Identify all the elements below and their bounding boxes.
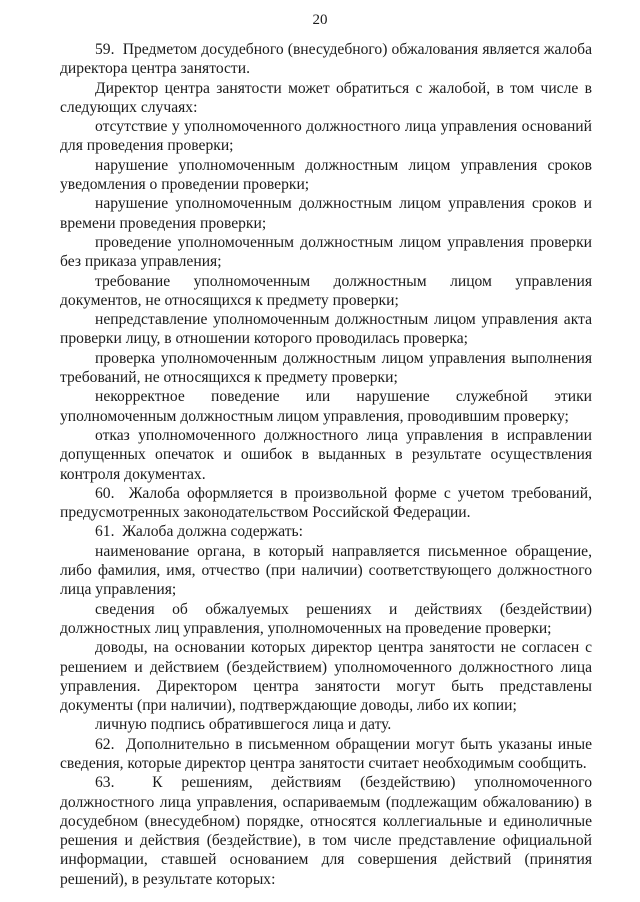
paragraph-complaint-cases-intro: Директор центра занятости может обратиться с жалобой, в том числе в следующих случаях: [60, 79, 592, 116]
list-item: требование уполномоченным должностным лицом управления документов, не относящихся к предмету проверки; [60, 272, 592, 309]
paragraph-62: 62. Дополнительно в письменном обращении могут быть указаны иные сведения, которые директор центра занятости считает необходимым сообщить. [60, 735, 592, 772]
page-number: 20 [312, 12, 328, 28]
paragraph-63: 63. К решениям, действиям (бездействию) уполномоченного должностного лица управления, оспариваемым (подлежащим обжалованию) в досудебном (внесудебном) порядке, относятся коллегиальные и единоличные решения и действия (бездействие), в том числе представление официальной информации, ставшей основанием для совершения действий (принятия решений), в результате которых: [60, 774, 592, 888]
list-item: проверка уполномоченным должностным лицом управления выполнения требований, не относящихся к предмету проверки; [60, 349, 592, 387]
list-item: доводы, на основании которых директор центра занятости не согласен с решением и действием (бездействием) уполномоченного должностного лица управления. Директором центра занятости могут быть представлены документы (при наличии), подтверждающие доводы, либо их копии; [60, 639, 592, 715]
list-item: нарушение уполномоченным должностным лицом управления сроков и времени проведения проверки; [60, 195, 592, 232]
list-item: личную подпись обратившегося лица и дату. [95, 716, 392, 734]
list-item: сведения об обжалуемых решениях и действиях (бездействии) должностных лиц управления, уполномоченных на проведение проверки; [60, 600, 592, 637]
list-item: непредставление уполномоченным должностным лицом управления акта проверки лицу, в отношении которого проводилась проверка; [60, 311, 592, 348]
list-item: наименование органа, в который направляется письменное обращение, либо фамилия, имя, отчество (при наличии) соответствующего должностного лица управления; [60, 542, 592, 599]
paragraph-60: 60. Жалоба оформляется в произвольной форме с учетом требований, предусмотренных законодательством Российской Федерации. [60, 484, 592, 522]
document-body [60, 40, 592, 889]
list-item: отсутствие у уполномоченного должностного лица управления оснований для проведения проверки; [60, 118, 592, 155]
list-item: некорректное поведение или нарушение служебной этики уполномоченным должностным лицом управления, проводившим проверку; [60, 388, 592, 425]
paragraph-59: 59. Предметом досудебного (внесудебного) обжалования является жалоба директора центра занятости. [60, 41, 592, 78]
list-item: проведение уполномоченным должностным лицом управления проверки без приказа управления; [60, 233, 592, 271]
paragraph-61: 61. Жалоба должна содержать: [95, 523, 303, 541]
list-item: отказ уполномоченного должностного лица управления в исправлении допущенных опечаток и ошибок в выданных в результате осуществления контроля документах. [60, 426, 592, 483]
list-item: нарушение уполномоченным должностным лицом управления сроков уведомления о проведении проверки; [60, 156, 592, 194]
